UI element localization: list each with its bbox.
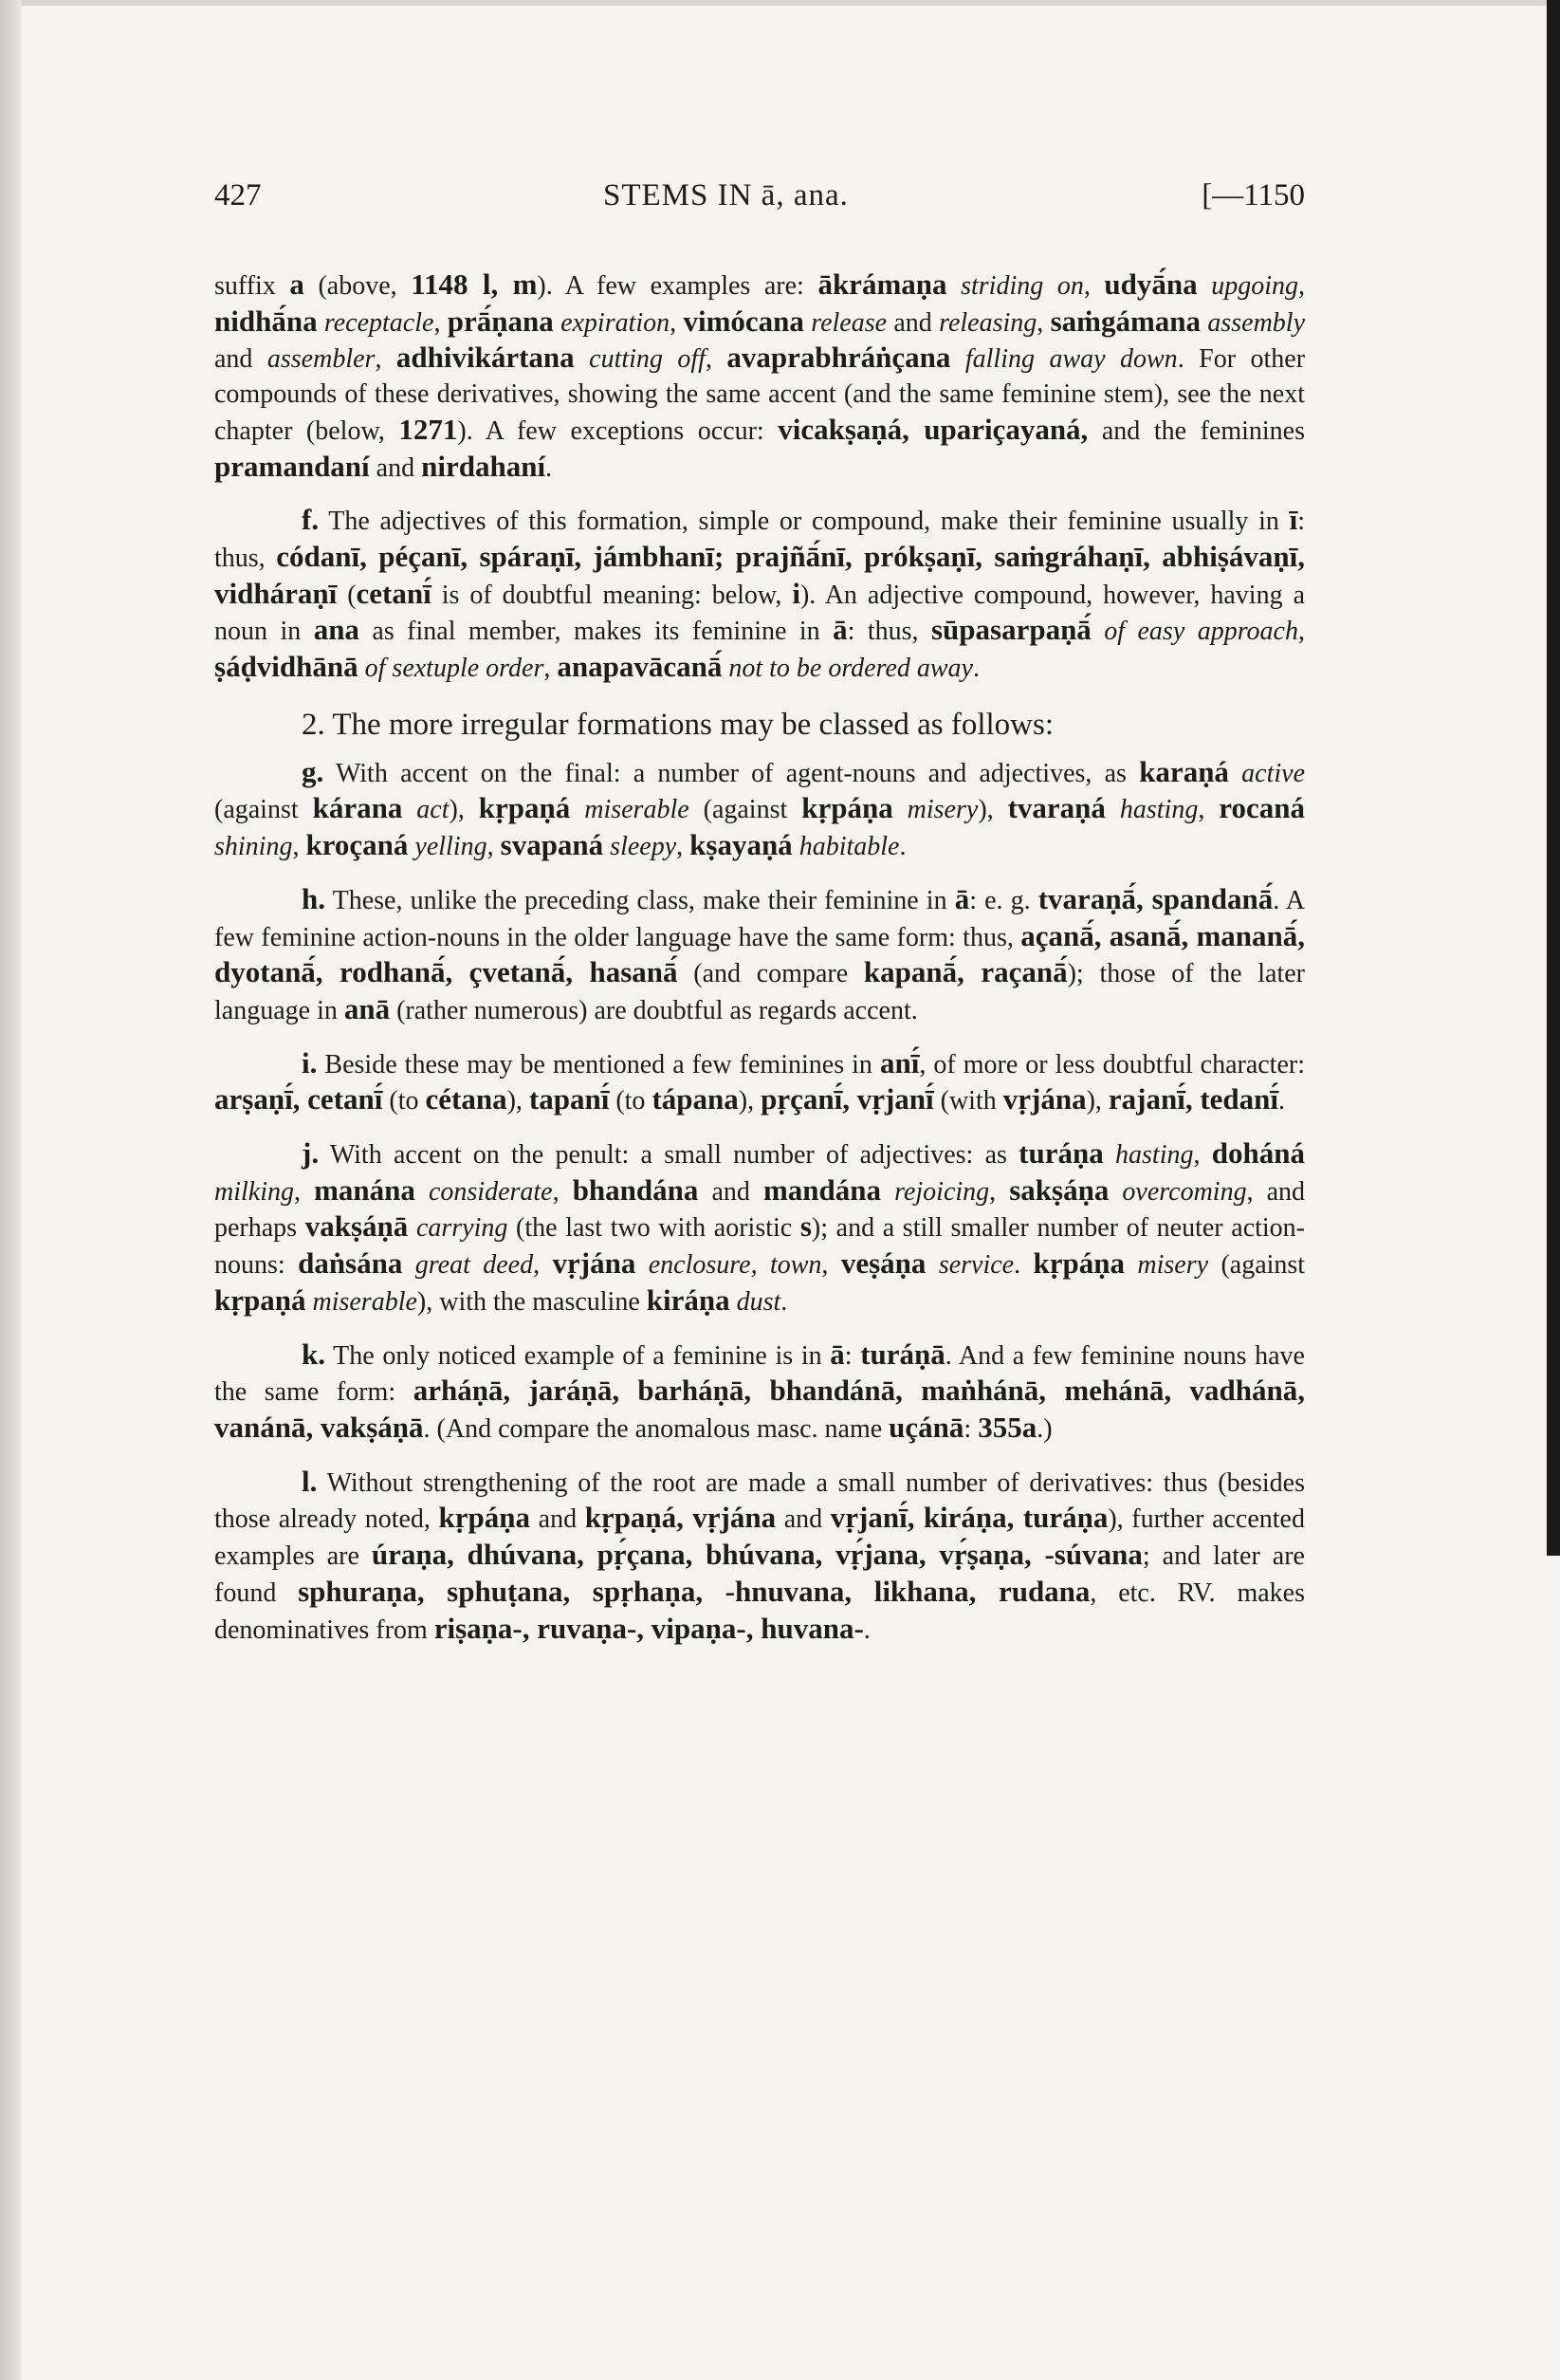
sanskrit-term: i xyxy=(792,576,800,610)
sanskrit-term: i. xyxy=(302,1045,318,1079)
sanskrit-term: cétana xyxy=(425,1082,507,1116)
sanskrit-term: anā xyxy=(343,991,391,1025)
sanskrit-term: 355a xyxy=(978,1410,1037,1444)
gloss: release xyxy=(811,307,888,338)
gloss: milking xyxy=(214,1176,294,1207)
sanskrit-term: j. xyxy=(302,1136,320,1171)
gloss: dust xyxy=(736,1286,781,1317)
gloss: misery xyxy=(1137,1250,1209,1281)
gloss: expiration xyxy=(560,307,670,338)
sanskrit-term: f. xyxy=(302,503,320,537)
body-text xyxy=(214,268,1305,1648)
sanskrit-term: avaprabhráṅçana xyxy=(726,341,951,375)
sanskrit-term: 1148 l, m xyxy=(411,268,538,301)
gloss: releasing xyxy=(939,307,1037,338)
sanskrit-term: k. xyxy=(302,1337,325,1371)
sanskrit-term: kṛpáṇa xyxy=(1033,1246,1125,1281)
gloss: overcoming xyxy=(1122,1176,1247,1207)
sanskrit-term: g. xyxy=(302,754,324,788)
paragraph-l: l. Without strengthening of the root are made a small number of derivatives: thus (besides those already noted, kṛpáṇa and kṛpaṇá, vṛjána and vṛjanī́, kiráṇa, turáṇa), further accented examples are úraṇa, dhúvana, pṛ́çana, bhúvana, vṛ́jana, vṛ́ṣaṇa, -súvana; and later are found sphuraṇa, sphuṭana, spṛhaṇa, -hnuvana, likhana, rudana, etc. RV. makes denominatives from riṣaṇa-, ruvaṇa-, vipaṇa-, huvana-. xyxy=(214,1464,1305,1645)
paragraph-e-continued: suffix a (above, 1148 l, m). A few examples are: ākrámaṇa striding on, udyā́na upgoing, nidhā́na receptacle, prā́ṇana expiration, vimócana release and releasing, saṁgámana assembly and assembler, adhivikártana cutting off, avaprabhráṅçana falling away down. For other compounds of these derivatives, showing the same accent (and the same feminine stem), see the next chapter (below, 1271). A few exceptions occur: vicakṣaṇá, upariçayaná, and the feminines pramandaní and nirdahaní. xyxy=(214,268,1306,483)
gloss: yelling xyxy=(414,832,487,862)
gloss: considerate xyxy=(428,1176,553,1207)
paragraph-f: f. The adjectives of this formation, simple or compound, make their feminine usually in ī: thus, códanī, péçanī, spáraṇī, jámbhanī; prajñā́nī, prókṣaṇī, saṁgráhaṇī, abhiṣávaṇī, vidháraṇī (cetanī́ is of doubtful meaning: below, i). An adjective compound, however, having a noun in ana as final member, makes its feminine in ā: thus, sūpasarpaṇā́ of easy approach, ṣáḍvidhānā of sextuple order, anapavācanā́ not to be ordered away. xyxy=(214,503,1305,684)
gloss: habitable xyxy=(798,832,900,862)
running-title: STEMS IN ā, ana. xyxy=(603,178,849,212)
paragraph-i: i. Beside these may be mentioned a few feminines in anī́, of more or less doubtful character: arṣaṇī́, cetanī́ (to cétana), tapanī́ (to tápana), pṛçanī́, vṛjanī́ (with vṛjána), rajanī́, tedanī́. xyxy=(214,1045,1305,1116)
gloss: service xyxy=(938,1250,1015,1281)
sanskrit-term: vicakṣaṇá, upariçayaná, xyxy=(778,412,1089,446)
sanskrit-term: sūpasarpaṇā́ xyxy=(930,613,1092,647)
paragraph-k: k. The only noticed example of a feminine is in ā: turáṇā. And a few feminine nouns have the same form: arháṇā, jaráṇā, barháṇā, bhandánā, maṅhánā, mehánā, vadhánā, vanánā, vakṣáṇā. (And compare the anomalous masc. name uçánā: 355a.) xyxy=(214,1337,1305,1444)
gloss: upgoing xyxy=(1211,271,1299,301)
sanskrit-term: tápana xyxy=(652,1082,739,1116)
sanskrit-term: kiráṇa xyxy=(646,1282,730,1317)
gloss: of sextuple order xyxy=(364,654,544,684)
sanskrit-term: anī́ xyxy=(879,1045,920,1079)
sanskrit-term: nidhā́na xyxy=(214,304,318,338)
gloss: hasting xyxy=(1115,1140,1194,1171)
sanskrit-term: ṣáḍvidhānā xyxy=(214,650,358,684)
gloss: hasting xyxy=(1119,795,1199,825)
gloss: not to be ordered away xyxy=(728,654,973,684)
sanskrit-term: vṛjána xyxy=(1002,1082,1087,1116)
sanskrit-term: sphuraṇa, sphuṭana, spṛhaṇa, -hnuvana, likhana, rudana xyxy=(298,1574,1091,1608)
sanskrit-term: kroçaná xyxy=(305,828,409,862)
sanskrit-term: riṣaṇa-, ruvaṇa-, vipaṇa-, huvana- xyxy=(433,1611,864,1645)
sanskrit-term: 1271 xyxy=(398,412,458,446)
page-edge-top xyxy=(0,0,1560,6)
sanskrit-term: kṣayaṇá xyxy=(689,828,793,862)
gloss: of easy approach xyxy=(1104,617,1298,647)
gloss: carrying xyxy=(415,1213,508,1244)
sanskrit-term: tapanī́ xyxy=(528,1082,610,1116)
gloss: falling away down xyxy=(964,344,1178,375)
gloss: sleepy xyxy=(610,832,677,862)
sanskrit-term: anapavācanā́ xyxy=(557,650,723,684)
gloss: rejoicing xyxy=(894,1176,990,1207)
sanskrit-term: vṛjána xyxy=(552,1246,636,1281)
sanskrit-term: s xyxy=(799,1209,812,1244)
sanskrit-term: svapaná xyxy=(500,828,604,862)
sanskrit-term: kárana xyxy=(312,791,403,825)
gloss: active xyxy=(1241,758,1306,788)
gloss: cutting off xyxy=(589,344,706,375)
sanskrit-term: kapanā́, raçanā́ xyxy=(863,955,1068,989)
sanskrit-term: tvaraṇā́, spandanā́ xyxy=(1037,881,1274,915)
section-2-heading: 2. The more irregular formations may be classed as follows: xyxy=(302,707,1054,742)
sanskrit-term: rocaná xyxy=(1219,791,1305,825)
sanskrit-term: ākrámaṇa xyxy=(817,268,947,301)
sanskrit-term: rajanī́, tedanī́ xyxy=(1108,1082,1279,1116)
sanskrit-term: sakṣáṇa xyxy=(1009,1172,1110,1207)
running-header xyxy=(214,178,1305,222)
sanskrit-term: uçánā xyxy=(889,1410,964,1444)
sanskrit-term: códanī, péçanī, spáraṇī, jámbhanī; prajñā́nī, prókṣaṇī, saṁgráhaṇī, abhiṣávaṇī, vidháraṇī xyxy=(214,539,1305,610)
gloss: receptacle xyxy=(323,307,434,338)
sanskrit-term: saṁgámana xyxy=(1050,304,1202,338)
sanskrit-term: vimócana xyxy=(683,304,804,338)
sanskrit-term: kṛpaṇá xyxy=(214,1282,306,1317)
sanskrit-term: veṣáṇa xyxy=(840,1246,927,1281)
sanskrit-term: tvaraṇá xyxy=(1007,791,1106,825)
sanskrit-term: kṛpaṇá xyxy=(478,791,571,825)
sanskrit-term: doháná xyxy=(1211,1136,1306,1171)
page-edge-right xyxy=(1547,0,1560,1556)
sanskrit-term: úraṇa, dhúvana, pṛ́çana, bhúvana, vṛ́jana, vṛ́ṣaṇa, -súvana xyxy=(371,1538,1143,1572)
section-range: [—1150 xyxy=(1202,178,1305,212)
sanskrit-term: a xyxy=(289,268,304,301)
sanskrit-term: ā xyxy=(833,613,848,647)
sanskrit-term: pṛçanī́, vṛjanī́ xyxy=(761,1082,934,1116)
sanskrit-term: h. xyxy=(302,881,325,915)
gloss: miserable xyxy=(584,795,689,825)
sanskrit-term: mandána xyxy=(762,1172,882,1207)
sanskrit-term: kṛpáṇa xyxy=(438,1501,531,1535)
sanskrit-term: daṅsána xyxy=(298,1246,403,1281)
sanskrit-term: nirdahaní xyxy=(421,449,546,483)
paragraph-j: j. With accent on the penult: a small number of adjectives: as turáṇa hasting, doháná milking, manána considerate, bhandána and mandána rejoicing, sakṣáṇa overcoming, and perhaps vakṣáṇā carrying (the last two with aoristic s); and a still smaller number of neuter action-nouns: daṅsána great deed, vṛjána enclosure, town, veṣáṇa service. kṛpáṇa misery (against kṛpaṇá miserable), with the masculine kiráṇa dust. xyxy=(214,1136,1306,1317)
sanskrit-term: manána xyxy=(314,1172,415,1207)
sanskrit-term: bhandána xyxy=(572,1172,699,1207)
sanskrit-term: ī xyxy=(1289,503,1298,537)
page-edge-left xyxy=(0,0,21,2380)
sanskrit-term: ana xyxy=(313,613,359,647)
sanskrit-term: vakṣáṇā xyxy=(304,1209,409,1244)
gloss: act xyxy=(416,795,450,825)
gloss: assembler xyxy=(266,344,376,375)
sanskrit-term: açanā́, asanā́, mananā́, dyotanā́, rodhanā́, çvetanā́, hasanā́ xyxy=(214,918,1306,989)
sanskrit-term: ā xyxy=(954,881,970,915)
sanskrit-term: ā xyxy=(830,1337,845,1371)
sanskrit-term: arháṇā, jaráṇā, barháṇā, bhandánā, maṅhánā, mehánā, vadhánā, vanánā, vakṣáṇā xyxy=(214,1374,1305,1444)
sanskrit-term: kṛpáṇa xyxy=(801,791,893,825)
sanskrit-term: turáṇa xyxy=(1019,1136,1104,1171)
sanskrit-term: vṛjanī́, kiráṇa, turáṇa xyxy=(830,1501,1109,1535)
sanskrit-term: cetanī́ xyxy=(356,576,431,610)
sanskrit-term: l. xyxy=(302,1464,318,1498)
sanskrit-term: pramandaní xyxy=(214,449,370,483)
gloss: assembly xyxy=(1207,307,1306,338)
sanskrit-term: udyā́na xyxy=(1104,268,1198,301)
gloss: misery xyxy=(907,795,979,825)
gloss: striding on xyxy=(961,271,1084,301)
sanskrit-term: prā́ṇana xyxy=(447,304,554,338)
page-number: 427 xyxy=(214,178,262,212)
sanskrit-term: adhivikártana xyxy=(395,341,575,375)
gloss: great deed xyxy=(414,1250,534,1281)
gloss: enclosure, town xyxy=(648,1250,822,1281)
sanskrit-term: arṣaṇī́, cetanī́ xyxy=(214,1082,383,1116)
paragraph-h: h. These, unlike the preceding class, make their feminine in ā: e. g. tvaraṇā́, spandanā́. A few feminine action-nouns in the older language have the same form: thus, açanā́, asanā́, mananā́, dyotanā́, rodhanā́, çvetanā́, hasanā́ (and compare kapanā́, raçanā́); those of the later language in anā (rather numerous) are doubtful as regards accent. xyxy=(214,881,1306,1025)
paragraph-g: g. With accent on the final: a number of agent-nouns and adjectives, as karaṇá active (against kárana act), kṛpaṇá miserable (against kṛpáṇa misery), tvaraṇá hasting, rocaná shining, kroçaná yelling, svapaná sleepy, kṣayaṇá habitable. xyxy=(214,754,1306,862)
sanskrit-term: turáṇā xyxy=(860,1337,945,1371)
sanskrit-term: karaṇá xyxy=(1139,754,1229,788)
gloss: miserable xyxy=(312,1286,417,1317)
gloss: shining xyxy=(214,832,293,862)
sanskrit-term: kṛpaṇá, vṛjána xyxy=(584,1501,777,1535)
